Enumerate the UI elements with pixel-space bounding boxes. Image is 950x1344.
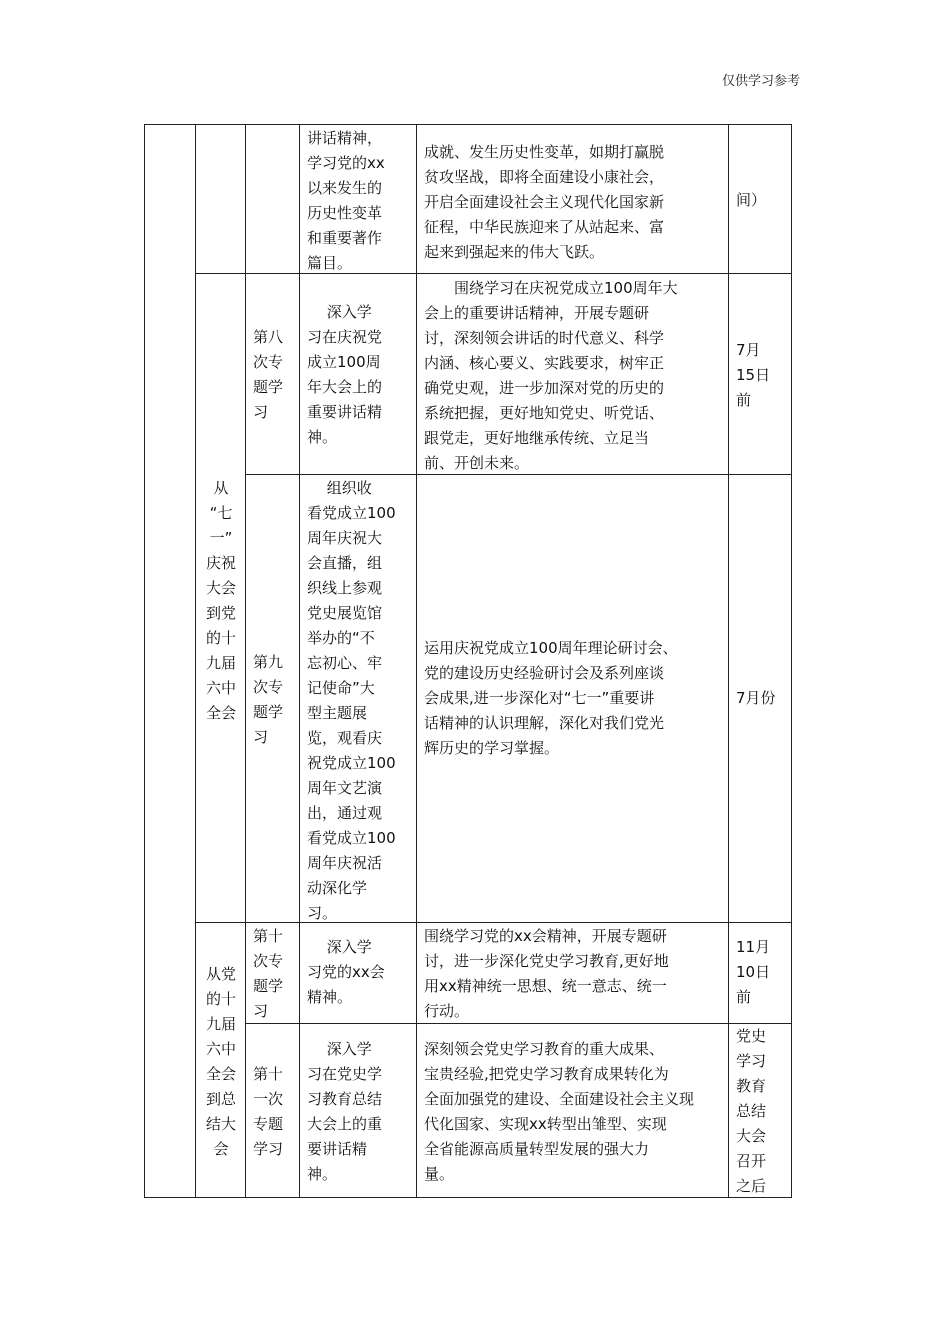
content-cell: 讲话精神， 学习党的xx 以来发生的 历史性变革 和重要著作 篇目。 (307, 129, 385, 272)
page-header-note: 仅供学习参考 (722, 74, 801, 89)
row-divider (195, 922, 792, 923)
col-divider (416, 124, 417, 1198)
col-divider (728, 124, 729, 1198)
session-cell: 第十 一次 专题 学习 (253, 1065, 284, 1158)
time-cell: 7月 15日 前 (736, 341, 771, 409)
goal-cell: 围绕学习在庆祝党成立100周年大 会上的重要讲话精神，开展专题研 讨，深刻领会讲话的时代意义、科学 内涵、核心要义、实践要求，树牢正 确党史观，进一步加深对党的历史的 系统把握，更好地知党史、听党话、 跟党走，更好地继承传统、立足当 前、开创未来。 (424, 279, 678, 472)
time-cell: 11月 10日 前 (736, 938, 771, 1006)
col-divider (144, 124, 145, 1198)
table-border-top (144, 124, 792, 125)
goal-cell: 运用庆祝党成立100周年理论研讨会、 党的建设历史经验研讨会及系列座谈 会成果,进一步深化对“七一”重要讲 话精神的认识理解，深化对我们党光 辉历史的学习掌握。 (424, 639, 678, 757)
time-cell: 间） (736, 191, 767, 209)
content-cell: 深入学 习党的xx会 精神。 (307, 938, 385, 1006)
goal-cell: 围绕学习党的xx会精神，开展专题研 讨，进一步深化党史学习教育,更好地 用xx精神统一思想、统一意志、统一 行动。 (424, 927, 669, 1020)
time-cell: 党史 学习 教育 总结 大会 召开 之后 (736, 1027, 767, 1195)
content-cell: 深入学 习在庆祝党 成立100周 年大会上的 重要讲话精 神。 (307, 303, 383, 446)
content-cell: 深入学 习在党史学 习教育总结 大会上的重 要讲话精 神。 (307, 1040, 383, 1183)
session-cell: 第九 次专 题学 习 (253, 653, 284, 746)
time-cell: 7月份 (736, 689, 776, 707)
table-border-bottom (144, 1197, 792, 1198)
col-divider (195, 124, 196, 1198)
table-border-right (791, 124, 792, 1198)
stage-label: 从党 的十 九届 六中 全会 到总 结大 会 (205, 965, 236, 1158)
goal-cell: 成就、发生历史性变革，如期打赢脱 贫攻坚战，即将全面建设小康社会， 开启全面建设社会主义现代化国家新 征程，中华民族迎来了从站起来、富 起来到强起来的伟大飞跃。 (424, 143, 665, 261)
session-cell: 第十 次专 题学 习 (253, 927, 284, 1020)
content-cell: 组织收 看党成立100 周年庆祝大 会直播，组 织线上参观 党史展览馆 举办的“不 忘初心、牢 记使命”大 型主题展 览，观看庆 祝党成立100 周年文艺演 出，通过观 看党成立100 周年庆祝活 动深化学 习。 (307, 479, 396, 922)
row-divider (195, 273, 792, 274)
goal-cell: 深刻领会党史学习教育的重大成果、 宝贵经验,把党史学习教育成果转化为 全面加强党的建设、全面建设社会主义现 代化国家、实现xx转型出雏型、实现 全省能源高质量转型发展的强大力 量。 (424, 1040, 695, 1183)
col-divider (299, 124, 300, 1198)
col-divider (245, 124, 246, 1198)
stage-label: 从 “七 一” 庆祝 大会 到党 的十 九届 六中 全会 (205, 479, 236, 722)
session-cell: 第八 次专 题学 习 (253, 328, 284, 421)
